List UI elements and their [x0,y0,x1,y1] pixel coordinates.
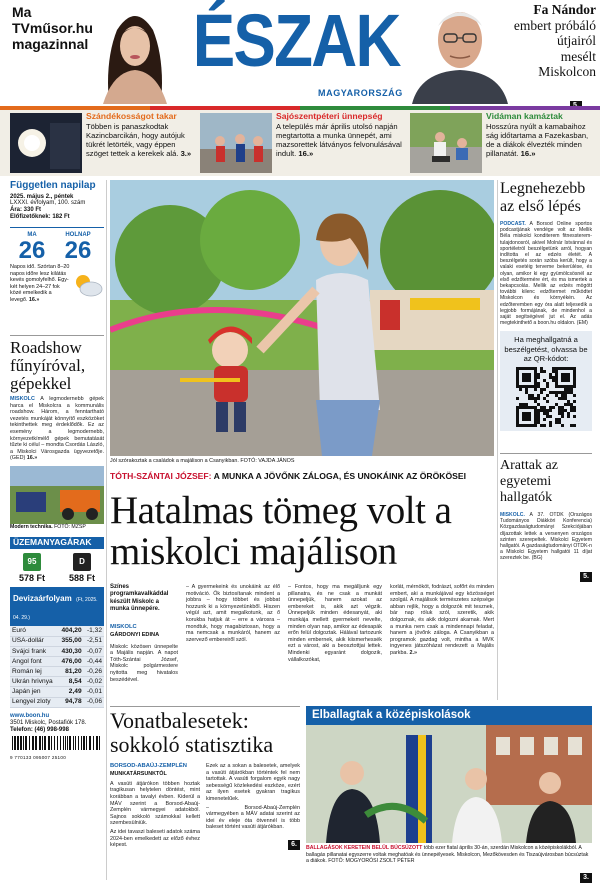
right-promo-line5: Miskolcon [538,64,596,80]
barcode [10,736,104,761]
masthead-subtitle: MAGYARORSZÁG [318,88,403,98]
fuel-pump-icon: 95 [23,553,41,571]
weather-today-temp: 26 [18,236,46,264]
right-promo-line4: mesélt [560,48,596,64]
ballagas-title: Elballagtak a középiskolások [306,706,592,725]
teaser-1-text: Többen is panaszkodtak Kazincbarcikán, hogy autójuk tükrét letörték, vagy éppen szöget tettek a kerekek alá. 3.» [86,121,192,159]
contact-phone: Telefon: (46) 998-998 [10,726,69,733]
main-col2: – A gyermekeink és unokáink az élő motiváció. Ők biztosítanak mindent a jobbra – hogy többet és jobbat hozzunk ki a környezetünkből. Hiszen végül azt, amit megalkotunk, az ő korukba hatjuk át – erre a városra – mondtuk, hogy magabiztosan, hogy a ma nemcsak a munkáról, hanem az szervező embereiről szól. [186,584,280,643]
teaser-1[interactable] [86,112,194,159]
teaser-1-title: Szándékosságot takar [86,111,177,121]
fx-value: 355,00 [58,636,84,646]
qr-code-icon[interactable] [516,367,576,427]
fx-value: 81,20 [58,667,84,677]
right-promo-portrait [406,0,514,104]
fx-row [10,646,104,656]
fuel-pump-icon: D [73,553,91,571]
main-photo [110,180,494,456]
right-promo-line3: útjairól [557,33,596,49]
ballagas-caption: BALLAGÁSOK KERETEIN BELÜL BÚCSÚZOTT több ezer fiatal április 30-án, szerdán Miskolcon a középiskolákból. A ballagás pillanatai egyszerre voltak meghatóak és ünnepélyesek. Miskolcon, Mezőkövesden és Tiszaújvárosban búcsúztak a diákok. FOTÓ: MOGYORÓSI ZSOLT PÉTER [306,845,589,865]
fx-subheading: (Ft, 2025. 04. 29.) [13,597,98,622]
fx-change: -0,02 [84,677,104,687]
main-photo-caption: Jól szórakoztak a családok a majálison a Csanyikban. FOTÓ: VAJDA JÁNOS [110,458,295,464]
teaser-2-title: Sajószentpéteri ünnepség [276,111,383,121]
vonat-headline: Vonatbalesetek: sokkoló statisztika [110,708,274,757]
roadshow-text: MISKOLC A legmodernebb gépek harca el Miskolcra a kommunális roadshow. Három, a fenntartható vezetés munkáját könnyítő eszközöket tekinthettek meg érdeklődők. Ez az esemény a legmodernebb, környezetkímélő gépek bemutatását tűzte ki célul – mondta Csordás László, a Miskolci Városgazda ügyvezetője. (GED) 16.» [10,396,105,462]
teaser-strip [0,106,600,176]
roadshow-title: Roadshow fűnyíróval, gépekkel [10,338,86,394]
weather-today-label: MA [27,232,37,239]
barcode-bars [10,736,104,750]
roadshow-caption: Modern technika. FOTÓ: MZSP [10,524,86,530]
issue-subscription: Előfizetőknek: 182 Ft [10,214,70,221]
issue-tag: Független napilap [10,180,96,191]
fx-box [10,587,104,708]
fx-row [10,636,104,646]
issue-volume: LXXXI. évfolyam, 100. szám [10,200,86,207]
vonat-col1: A vasúti átjárókon többen hoztak tragikusan helytelen döntést, mint korábban a tavalyi évben. Kiderül a MÁV szerint a Borsod-Abaúj-Zemplén vármegyei adatokból. Sajnos sokkoló számokkal kellett szembesülniük. [110,780,200,827]
main-kicker [110,472,494,482]
fx-row [10,687,104,697]
fx-change: -0,01 [84,687,104,697]
vonat-page: 6. [288,840,300,850]
main-kicker-name: TÓTH-SZÁNTAI JÓZSEF: [110,471,212,481]
partly-cloudy-icon [72,272,104,303]
masthead [0,0,600,106]
tv-promo-line1: Ma [12,4,32,20]
podcast-title[interactable]: Legnehezebb az első lépés [500,180,586,215]
fx-row [10,656,104,666]
fx-value: 404,20 [58,626,84,636]
arattak-page: 5. [500,565,592,583]
fx-currency: Svájci frank [10,646,58,656]
main-story-body [110,584,494,704]
tv-promo-portrait [95,0,175,104]
fx-currency: Ukrán hrivnya [10,677,58,687]
vonat-col2b: – Borsod-Abaúj-Zemplén vármegyében a MÁV adatai szerint az idei év eleje óta ötvennél is több baleset történt vasúti átjárókban. [206,804,300,831]
arattak-title: Arattak az egyetemi hallgatók [500,458,558,506]
tv-promo-line2: TVműsor.hu [12,20,93,37]
left-column [10,180,104,880]
vonat-col2: Ezek az a sokan a balesetek, amelyek a vasúti átjárókban történtek fel nem tartottak. A vasúti forgalom egyik nagy sebességű közlekedési eszköze, ezért az ilyen esetek gyakran tragikus kimenetelűek. [206,763,300,802]
issue-date: 2025. május 2., péntek [10,193,74,200]
fx-row [10,667,104,677]
contact-website[interactable]: www.boon.hu [10,712,50,719]
fuel-price-95: 578 Ft [18,572,45,583]
roadshow-photo [10,466,104,524]
masthead-logo[interactable] [178,0,403,102]
fx-currency: Euró [10,626,58,636]
ballagas-photo [306,725,592,843]
fx-value: 476,00 [58,656,84,666]
weather-box [10,227,104,335]
main-kicker-quote: A MUNKA A JÖVŐNK ZÁLOGA, ÉS UNOKÁINK AZ ÖRÖKÖSEI [213,471,467,481]
fuel-heading: ÜZEMANYAGÁRAK [10,537,104,549]
fx-row [10,697,104,707]
fx-currency: Román lej [10,667,58,677]
fx-heading: Devizaárfolyam [13,594,72,604]
teaser-3[interactable] [486,112,596,159]
weather-tomorrow-temp: 26 [64,236,92,264]
tv-promo-line3: magazinnal [12,36,89,53]
main-col3: – Fontos, hogy ma megálljunk egy pillanatra, és ne csak a munkát ünnepeljük, hanem azokat az embereket is, akik azt végzik. Ünnepeljük minden édesanyát, aki munkája mellett gyermekeit nevelte, minden olyan nap, amikor az édesapák erőn felül dolgoztak. Hálával tartozunk minden embernek, akik kiismerhessék ezt a várost, aki a beosztottjai lettek. Mindenki egyaránt dolgozik, vállalkozókat, [288,584,382,663]
issue-info [10,194,104,222]
contact-address: 3501 Miskolc, Postafiók 178. [10,719,87,726]
fuel-box [10,537,104,583]
qr-text: Ha meghallgatná a beszélgetést, olvassa be az QR-kódot: [504,335,588,363]
contact [10,713,104,734]
fx-currency: Japán jen [10,687,58,697]
column-rule [497,180,498,700]
weather-tomorrow-label: HOLNAP [65,232,91,239]
right-column [500,180,592,583]
barcode-number: 9 770133 095007 25100 [10,754,67,760]
fx-currency: USA-dollár [10,636,58,646]
teaser-3-text: Hosszúra nyúlt a kamabaihoz ság időtartama a Fazekasban, de a diákok élvezték minden pillanatát. 16.» [486,121,589,159]
fuel-price-diesel: 588 Ft [68,572,95,583]
fx-currency: Lengyel zloty [10,697,58,707]
main-author: GÁRDONYI EDINA [110,632,160,639]
qr-box [500,331,592,431]
fx-value: 8,54 [58,677,84,687]
roadshow[interactable] [10,335,104,462]
arattak-text: MISKOLC. A 37. OTDK (Országos Tudományos Diákköri Konferencia) Közgazdaságtudományi Szekciójában díjazottak lettek a versenyen országos szinten szerepeltek. Miskolci Egyetem hallgatói. A gazdaságtudományi OTDK-n a Miskolci Egyetem hallgatói 11 díjat szereztek be. (BG) [500,512,592,562]
fx-change: -0,26 [84,667,104,677]
fx-change: -2,51 [84,636,104,646]
tv-promo[interactable] [12,4,92,52]
fx-value: 430,30 [58,646,84,656]
main-headline[interactable]: Hatalmas tömeg volt a miskolci majálison [110,489,452,573]
teaser-2-text: A település már április utolsó napján megtartotta a munka ünnepét, ami mazsorettek látványos felvonulásával indult. 16.» [276,121,402,159]
arattak[interactable] [500,453,592,583]
fx-table [10,626,104,708]
fx-row [10,626,104,636]
teaser-3-title: Vidáman kamáztak [486,111,563,121]
vonat-col1b: Az idei tavaszi baleseti adatok száma 2024-ben emelkedett az előző évhez képest. [110,829,200,849]
vonat-section: BORSOD-ABAÚJ-ZEMPLÉN [110,763,187,769]
ballagas[interactable] [306,706,592,882]
issue-price: Ára: 330 Ft [10,207,42,214]
fx-value: 2,49 [58,687,84,697]
fx-row [10,677,104,687]
main-col4: korlát, mérnököt, fodrászt, sofőrt és minden embert, aki a munkájával egy közösséget szolgál. A majálisok természetes szépsége abban rejlik, hogy a dolgozók mit tesznek, bár nap róluk szól, szeretik, akik dolgoznak, és akik dolgozni akarnak. Mert a munka nem csak a mindennapi feladat, hanem a jövőnk záloga. A Csanyikban a programok gazdag volt, mintha a MVK ingyenes játszóházat rendezett a Majális parkba. 2.» [390,584,494,656]
weather-text: Napos idő. Szórtan 8–20 napos időre lesz kilátás kevés gomolyfelhő. Egy-két helyen 24–27 fok közé emelkedik a levegő. 16.» [10,264,70,304]
teaser-color-bar [0,106,600,110]
column-rule [106,180,107,880]
main-lead: Színes programkavalkáddal készült Miskolc a munka ünnepére. [110,584,169,613]
vonat-author: MUNKATÁRSUNKTÓL [110,770,167,777]
fx-change: -0,44 [84,656,104,666]
teaser-1-photo [10,113,82,173]
podcast-text: PODCAST. A Borsod Online sportos podcastjának vendége volt az Mellik Béla miskolci konditerem fitnessterem-tulajdonosról, akivel Molnár Istvánnal és sportéletról beszélgetünk arról, hogyan indította el az edzés életét. A beszélgetés során szóba került, hogy a valaki esetéig terveme bekerülése, és olyan, amikor ki egy gyümölcsösnél az első edzőtermére ért, és ma ismertek a bekapcsolás. Mellik az edzés mögött további kilenc edzőtermet működtet Miskolcon és környékén. Az edzőteremben egy óra alatt teljesedik a legjobb formájának, de mindenhol a saját segítségével jut el. Az adás megtekinthető a boon.hu oldalon. (EM) [500,221,592,327]
right-promo-line2: embert próbáló [513,17,596,33]
fx-change: -0,07 [84,646,104,656]
fx-change: -0,06 [84,697,104,707]
fx-value: 94,78 [58,697,84,707]
fx-currency: Angol font [10,656,58,666]
ballagas-page: 3. [580,866,592,884]
right-promo-line1: Fa Nándor [533,2,596,17]
fx-change: -1,32 [84,626,104,636]
main-section: MISKOLC [110,623,137,630]
right-promo[interactable] [508,2,596,80]
teaser-2-photo [200,113,272,173]
masthead-title: ÉSZAK [192,0,400,82]
vonat-story[interactable] [110,706,300,882]
teaser-2[interactable] [276,112,406,159]
main-col1: Miskolc közösen ünnepelte a Majális napján. A napot Tóth-Szántai József, Miskolc polgármestere nyitotta meg hivatalos beszédével. [110,643,178,683]
teaser-3-photo [410,113,482,173]
